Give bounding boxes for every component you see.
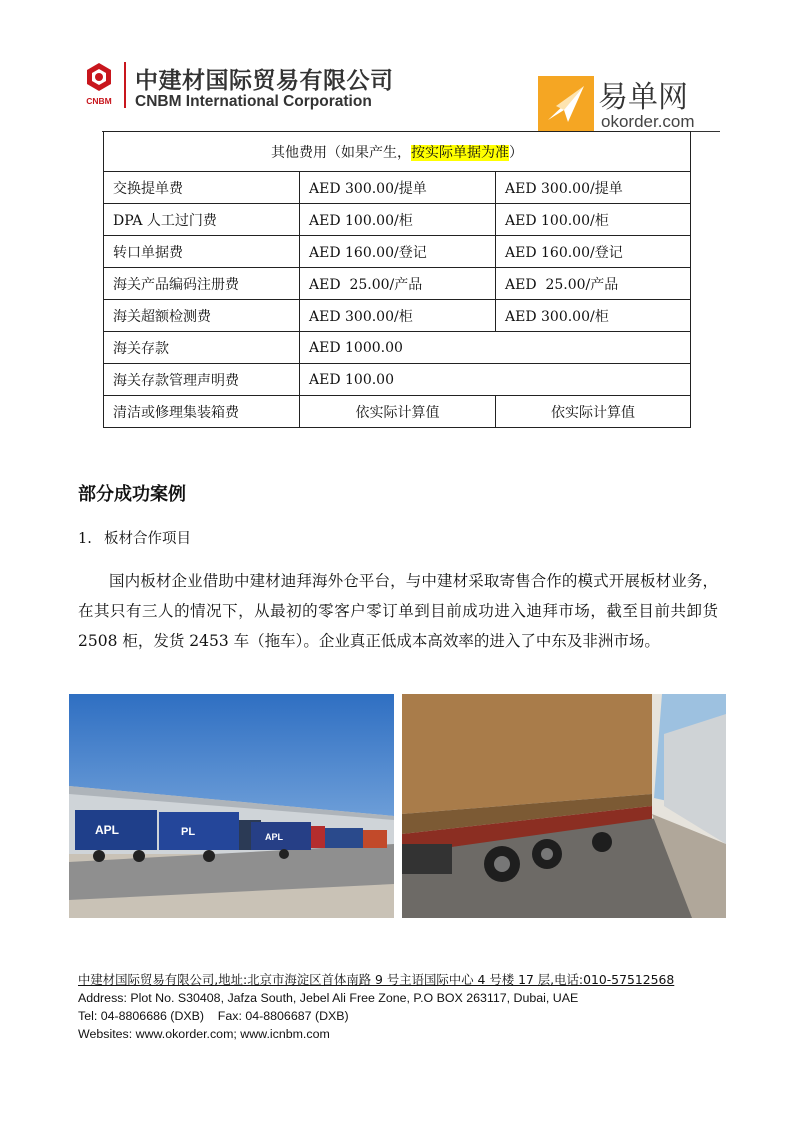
fee-name-cell: 海关产品编码注册费 [104,268,300,300]
page-header [0,0,793,140]
footer-phone-fax: Tel: 04-8806686 (DXB) Fax: 04-8806687 (DXB) [78,1009,349,1023]
fee-table-title-highlight: 按实际单据为准 [411,144,509,161]
container-label: PL [181,826,196,838]
table-row [104,236,691,268]
fee-name-cell: 交换提单费 [104,172,300,204]
fee-name-cell: 清洁或修理集装箱费 [104,396,300,428]
table-row [104,364,691,396]
case-paragraph: 国内板材企业借助中建材迪拜海外仓平台，与中建材采取寄售合作的模式开展板材业务，在其只有三人的情况下，从最初的零客户零订单到目前成功进入迪拜市场，截至目前共卸货 2508 柜，发货 2453 车（拖车）。企业真正低成本高效率的进入了中东及非洲市场。 [78,572,718,650]
container-label: APL [265,832,283,842]
fee-value-cell: AED 100.00/柜 [300,204,496,236]
section-title: 部分成功案例 [78,484,186,505]
fee-value-cell: AED 100.00/柜 [496,204,691,236]
fee-table-title-suffix: ） [509,144,523,161]
table-row [104,268,691,300]
footer-address-en: Address: Plot No. S30408, Jafza South, Jebel Ali Free Zone, P.O BOX 263117, Dubai, UAE [78,991,579,1005]
table-row [104,332,691,364]
company-name-cn: 中建材国际贸易有限公司 [135,68,394,94]
fee-merged-value-cell: AED 100.00 [300,364,691,396]
fee-name-cell: 转口单据费 [104,236,300,268]
case-item-label: 板材合作项目 [104,531,191,547]
container-label: APL [95,823,119,837]
partner-name-cn: 易单网 [598,80,688,115]
fee-value-cell: AED 300.00/柜 [300,300,496,332]
fee-value-cell: AED 300.00/柜 [496,300,691,332]
fee-value-cell: 依实际计算值 [300,396,496,428]
fee-value-cell: AED 300.00/提单 [300,172,496,204]
case-item-title [78,527,191,548]
table-row [104,300,691,332]
photo-warehouse-trucks [69,694,394,918]
fee-value-cell: AED 25.00/产品 [300,268,496,300]
partner-name-en: okorder.com [601,112,695,131]
footer-websites: Websites: www.okorder.com; www.icnbm.com [78,1027,330,1041]
page-footer [78,970,728,1043]
table-row [104,172,691,204]
fee-table-title [104,132,691,172]
footer-address-cn: 中建材国际贸易有限公司,地址:北京市海淀区首体南路 9 号主语国际中心 4 号楼 17 层,电话:010-57512568 [78,972,675,987]
fee-name-cell: 海关超额检测费 [104,300,300,332]
fee-name-cell: 海关存款管理声明费 [104,364,300,396]
cnbm-logo-badge: CNBM [86,96,112,106]
fee-value-cell: AED 160.00/登记 [300,236,496,268]
company-name-en: CNBM International Corporation [135,93,372,110]
fee-value-cell: AED 160.00/登记 [496,236,691,268]
fee-merged-value-cell: AED 1000.00 [300,332,691,364]
cnbm-logo-icon [82,62,116,108]
fee-name-cell: DPA 人工过门费 [104,204,300,236]
okorder-logo-icon [538,76,594,132]
fee-value-cell: AED 25.00/产品 [496,268,691,300]
logo-divider [124,62,126,108]
fee-table-header [104,132,691,172]
case-item-number: 1. [78,531,92,547]
table-row [104,396,691,428]
photo-board-trucks [402,694,726,918]
fee-name-cell: 海关存款 [104,332,300,364]
fee-table [103,131,691,428]
fee-table-title-prefix: 其他费用（如果产生， [271,144,411,161]
fee-value-cell: 依实际计算值 [496,396,691,428]
fee-value-cell: AED 300.00/提单 [496,172,691,204]
table-row [104,204,691,236]
